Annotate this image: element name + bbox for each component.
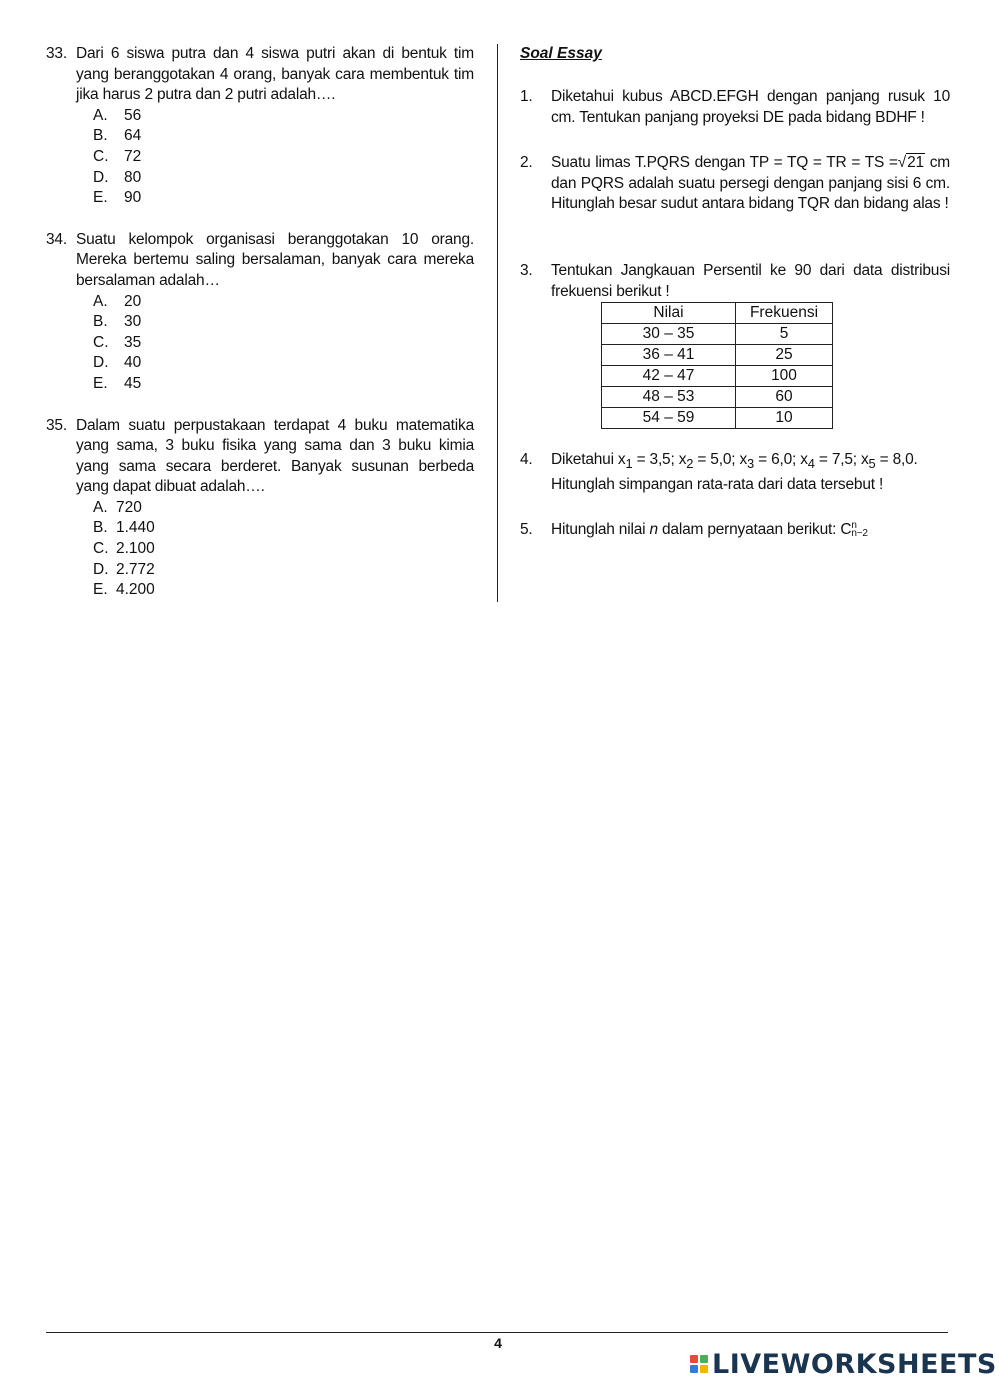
table-cell: 100 bbox=[736, 366, 833, 387]
table-cell: 30 – 35 bbox=[602, 324, 736, 345]
page-number: 4 bbox=[494, 1335, 502, 1351]
essay-question-2 bbox=[520, 153, 950, 215]
table-cell: 10 bbox=[736, 408, 833, 429]
essay-question-3 bbox=[520, 261, 950, 302]
table-header-row bbox=[602, 303, 833, 324]
essay-title: Soal Essay bbox=[520, 45, 602, 62]
table-cell: 60 bbox=[736, 387, 833, 408]
option[interactable]: E. 4.200 bbox=[93, 581, 155, 599]
option[interactable]: C. 35 bbox=[93, 333, 142, 351]
option[interactable]: C. 2.100 bbox=[93, 540, 155, 558]
question-text: Suatu kelompok organisasi beranggotakan 10 orang. Mereka bertemu saling bersalaman, banyak cara mereka bersalaman adalah… bbox=[76, 230, 474, 289]
table-row bbox=[602, 366, 833, 387]
essay-question-1 bbox=[520, 87, 950, 128]
question-text: Dalam suatu perpustakaan terdapat 4 buku matematika yang sama, 3 buku fisika yang sama dan 3 buku kimia yang sama secara berderet. Banyak susunan berbeda yang dapat dibuat adalah…. bbox=[76, 416, 474, 496]
question-number: 2. bbox=[520, 154, 533, 172]
question-number: 4. bbox=[520, 451, 533, 469]
table-cell: 36 – 41 bbox=[602, 345, 736, 366]
question-text: Dari 6 siswa putra dan 4 siswa putri akan di bentuk tim yang beranggotakan 4 orang, banyak cara membentuk tim jika harus 2 putra dan 2 putri adalah…. bbox=[76, 45, 474, 104]
table-row bbox=[602, 345, 833, 366]
question-35 bbox=[46, 416, 474, 498]
column-divider bbox=[497, 44, 498, 602]
table-row bbox=[602, 387, 833, 408]
left-column bbox=[46, 44, 474, 601]
table-row bbox=[602, 324, 833, 345]
table-cell: 54 – 59 bbox=[602, 408, 736, 429]
option[interactable]: A. 20 bbox=[93, 292, 142, 310]
question-number: 1. bbox=[520, 88, 533, 105]
table-cell: 25 bbox=[736, 345, 833, 366]
option[interactable]: B. 64 bbox=[93, 127, 142, 145]
question-text: Tentukan Jangkauan Persentil ke 90 dari data distribusi frekuensi berikut ! bbox=[551, 261, 950, 300]
radical-sign-icon: √ bbox=[897, 154, 907, 172]
option[interactable]: C. 72 bbox=[93, 147, 142, 165]
essay-question-4 bbox=[520, 450, 950, 495]
question-number: 35. bbox=[46, 416, 67, 434]
table-header: Nilai bbox=[602, 303, 736, 324]
option[interactable]: E. 45 bbox=[93, 374, 142, 392]
question-33 bbox=[46, 44, 474, 106]
options-34 bbox=[93, 292, 474, 395]
question-number: 33. bbox=[46, 45, 67, 62]
right-column bbox=[520, 44, 950, 541]
question-text: Hitunglah nilai n dalam pernyataan berikut: C n n−2 bbox=[551, 520, 868, 540]
liveworksheets-icon bbox=[690, 1355, 708, 1373]
footer-divider bbox=[46, 1332, 948, 1333]
option[interactable]: D. 2.772 bbox=[93, 560, 155, 578]
brand-text: LIVEWORKSHEETS bbox=[712, 1348, 997, 1380]
options-35 bbox=[93, 498, 474, 601]
question-text: Diketahui kubus ABCD.EFGH dengan panjang rusuk 10 cm. Tentukan panjang proyeksi DE pada bidang BDHF ! bbox=[551, 88, 950, 126]
question-number: 34. bbox=[46, 230, 67, 248]
table-cell: 48 – 53 bbox=[602, 387, 736, 408]
option[interactable]: D. 40 bbox=[93, 354, 142, 372]
option[interactable]: A. 56 bbox=[93, 106, 142, 124]
table-row bbox=[602, 408, 833, 429]
options-33 bbox=[93, 106, 474, 209]
option[interactable]: B. 1.440 bbox=[93, 519, 155, 537]
option[interactable]: E. 90 bbox=[93, 189, 142, 207]
question-text: Suatu limas T.PQRS dengan TP = TQ = TR = TS =√21 cm dan PQRS adalah suatu persegi dengan panjang sisi 6 cm. Hitunglah besar sudut antara bidang TQR dan bidang alas ! bbox=[551, 154, 951, 213]
question-number: 5. bbox=[520, 521, 533, 539]
question-number: 3. bbox=[520, 261, 533, 279]
table-cell: 42 – 47 bbox=[602, 366, 736, 387]
option[interactable]: D. 80 bbox=[93, 168, 142, 186]
table-header: Frekuensi bbox=[736, 303, 833, 324]
table-cell: 5 bbox=[736, 324, 833, 345]
question-text: Diketahui $x_1 = 3,5$; $x_2 = 5,0$; $x_3 = 6,0$; $x_4 = 7,5$; $x_5 = 8,0$. Hitunglah simpangan rata-rata dari data tersebut ! bbox=[551, 451, 918, 493]
frequency-table bbox=[601, 302, 833, 429]
liveworksheets-logo bbox=[690, 1350, 997, 1378]
question-34 bbox=[46, 230, 474, 292]
essay-question-5 bbox=[520, 520, 950, 541]
option[interactable]: B. 30 bbox=[93, 313, 142, 331]
option[interactable]: A. 720 bbox=[93, 498, 142, 516]
square-root: √21 bbox=[898, 153, 925, 174]
